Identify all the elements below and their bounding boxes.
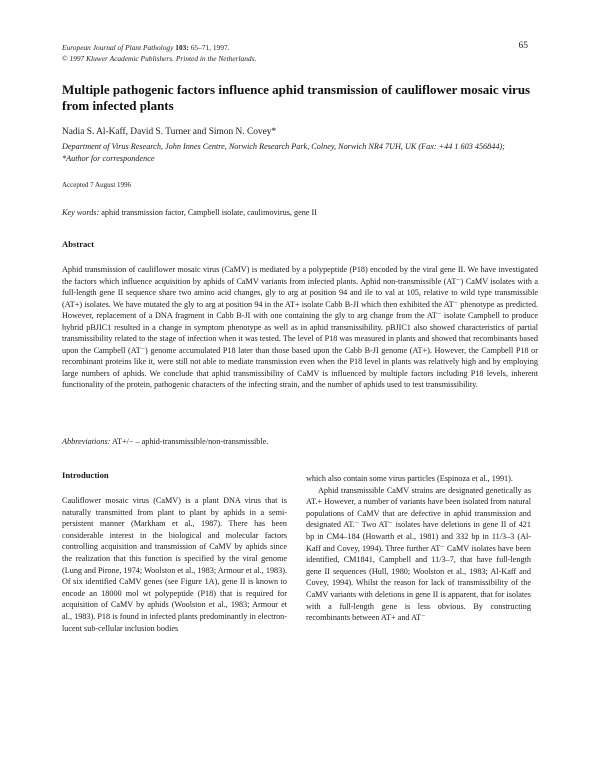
abbreviations — [62, 436, 532, 447]
journal-name: European Journal of Plant Pathology — [62, 43, 174, 52]
keywords-label: Key words: — [62, 208, 100, 217]
journal-volume: 103: — [175, 43, 189, 52]
abbreviations-label: Abbreviations: — [62, 437, 111, 446]
introduction-right-column — [306, 473, 531, 624]
journal-header — [62, 42, 542, 64]
page-number: 65 — [518, 41, 528, 51]
accepted-date: Accepted 7 August 1996 — [62, 181, 132, 189]
paragraph: Cauliflower mosaic virus (CaMV) is a plant DNA virus that is naturally transmitted from plant to plant by aphids in a semi-persistent manner (Markham et al., 1987). There has been considerable interest in the biological and molecular factors controlling acquisition and transmission of CaMV by aphids since the realization that this function is specified by the viral genome (Lung and Pirone, 1974; Woolston et al., 1983; Armour et al., 1983). Of six identified CaMV genes (see Figure 1A), gene II is known to encode an 18000 mol wt polypeptide (P18) that is required for acquisition of CaMV by aphids (Woolston et al., 1983; Armour et al., 1983). P18 is found in infected plants predominantly in electron-lucent sub-cellular inclusion bodies — [62, 496, 287, 633]
paper-title: Multiple pathogenic factors influence aphid transmission of cauliflower mosaic virus from infected plants — [62, 82, 531, 113]
journal-pages: 65–71, 1997. — [190, 43, 230, 52]
abstract-heading: Abstract — [62, 239, 94, 249]
introduction-heading: Introduction — [62, 470, 109, 480]
introduction-left-column — [62, 495, 287, 634]
copyright-line: © 1997 Kluwer Academic Publishers. Printed in the Netherlands. — [62, 54, 257, 63]
keywords-text: aphid transmission factor, Campbell isolate, caulimovirus, gene II — [101, 208, 317, 217]
keywords — [62, 207, 532, 218]
abbreviations-text: AT+/− – aphid-transmissible/non-transmissible. — [111, 437, 269, 446]
abstract-text: Aphid transmission of cauliflower mosaic virus (CaMV) is mediated by a polypeptide (P18) encoded by the viral gene II. We have investigated the factors which influence acquisition by aphids of CaMV variants from infected plants. Aphid non-transmissible (AT⁻) CaMV isolates with a full-length gene II sequence share two amino acid changes, gly to arg at position 94 and ile to val at 105, relative to wild type transmissible (AT+) isolates. We have mutated the gly to arg at position 94 in the AT+ isolate Cabb B-JI which then exhibited the AT⁻ phenotype as predicted. However, replacement of a DNA fragment in Cabb B-JI with one containing the gly to arg change from the AT⁻ isolate Campbell to produce hybrid pBJIC1 resulted in a change in symptom phenotype as well as in aphid transmissibility. pBJIC1 also showed characteristics of partial transmissibility related to the stage of infection when it was tested. The level of P18 was measured in plants and showed that recombinants based upon the Campbell (AT⁻) genome accumulated P18 later than those based upon the Cabb B-JI genome (AT+). However, the Campbell P18 or recombinant proteins like it, were still not able to mediate transmission even when the P18 level in plants was relatively high and by employing large numbers of aphids. We conclude that aphid transmissibility of CaMV is influenced by multiple factors including P18 levels, inherent functionality of the protein, pathogenic characters of the infecting strain, and the number of aphids used to test transmissibility. — [62, 265, 538, 390]
paragraph: which also contain some virus particles (Espinoza et al., 1991). — [306, 474, 513, 483]
journal-citation — [62, 42, 542, 53]
paragraph: Aphid transmissible CaMV strains are designated genetically as AT.+ However, a number of variants have been isolated from natural populations of CaMV that are defective in aphid transmission and designated AT.⁻ Two AT⁻ isolates have deletions in gene II of 421 bp in CM4–184 (Howarth et al., 1981) and 332 bp in 11/3–3 (Al-Kaff and Covey, 1994). Three further AT⁻ CaMV isolates have been identified, CM1841, Campbell and 11/3–7, that have full-length gene II sequences (Hull, 1980; Woolston et al., 1983; Al-Kaff and Covey, 1994). Whilst the reason for lack of transmissibility of the CaMV variants with deletions in gene II is apparent, that for isolates with a full-length gene is less obvious. By constructing recombinants between AT+ and AT⁻ — [306, 485, 531, 623]
affiliation: Department of Virus Research, John Innes Centre, Norwich Research Park, Colney, Norwich NR4 7UH, UK (Fax: +44 1 603 456844); *Author for correspondence — [62, 142, 505, 163]
author-list: Nadia S. Al-Kaff, David S. Turner and Simon N. Covey* — [62, 127, 277, 137]
